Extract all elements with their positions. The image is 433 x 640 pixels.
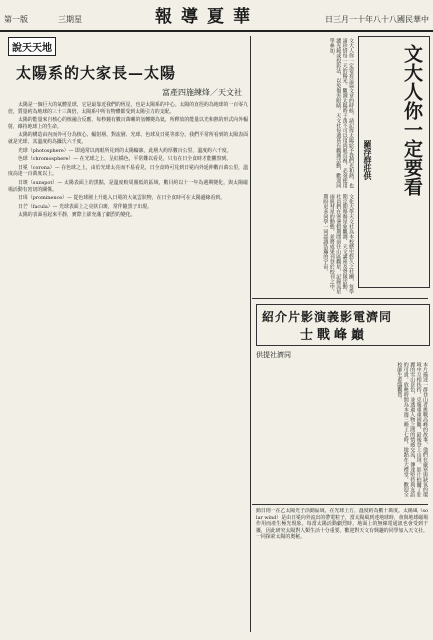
article-sun	[8, 36, 248, 632]
paragraph: 太陽的能量來自核心的核融合反應，每秒鐘有數百萬噸的氫轉變為氦，所釋放的能量以光和熱的形式向外輻射，維持地球上的生命。	[8, 117, 248, 130]
feature-headline: 文大人你一定要看	[401, 44, 423, 196]
paragraph: 太陽的表面看起來平靜，實際上卻充滿了劇烈的變化。	[18, 212, 136, 219]
weekday: 三期星	[58, 15, 82, 24]
article-body	[8, 102, 248, 219]
issue-date: 日三月一十年八十八國民華中	[325, 15, 429, 24]
paragraph: 日珥（prominence）— 從色球層上升進入日冕的大氣雲狀物，在日全食時可在太陽邊緣看到。	[18, 195, 226, 202]
film-body: 本片描述一群登山者挑戰高峰的故事，他們在嚴寒與缺氧的環境中互相扶持，克服重重困難，最後登上山頂。影片拍攝了壯麗的雪山景色，並透過人物之間的情感交流，傳達堅持與友誼的可貴。放映時間為本週三晚上七時，地點在大禮堂，歡迎全校師生蒞臨觀賞。	[396, 362, 428, 497]
vertical-column-2: 文化大學天文社為本校歷史悠久之社團，每學期定期舉辦星象觀測、天文講座及營隊活動。社員們在寒暑假期間前往山區觀星，記錄流星雨與彗星的動態，並將成果刊登於校刊之中，期盼更多同學一同認識浩瀚的宇宙。	[322, 194, 354, 294]
paragraph: 日冕（corona）— 在色球之上，由於光球太亮而不易看見，日全食時可見到日冕向外延伸數百萬公里，溫度高達一百萬度以上。	[8, 164, 248, 178]
section-rule	[252, 504, 428, 505]
article-headline: 太陽系的大家長—太陽	[16, 64, 177, 82]
section-rule	[252, 298, 428, 299]
paragraph: 色球（chromosphere）— 在光球之上，呈紅橘色，平常難以看見，只有在日全食時才能觀察到。	[18, 156, 232, 163]
vertical-column-1: 文大人你一定要看這篇文章的時候，請記得太陽給予我們光和熱，也請珍惜每一天的陽光。觀測太陽時千萬不可以用肉眼直視，必須使用濾光鏡或投影法，以免傷害眼睛。天文社每週皆有觀測活動，歡迎同學參加。	[328, 38, 354, 188]
article-byline: 富產四施練烽／天文社	[162, 88, 242, 97]
feature-author: 羅浮群莊供	[363, 140, 373, 180]
page-label: 第一版	[4, 15, 28, 24]
film-headline-2: 士戰峰巔	[300, 328, 369, 343]
film-headline-1: 紹介片影演義影電濟同	[262, 310, 393, 324]
paper-title: 報導夏華	[155, 7, 259, 27]
column-rule	[250, 36, 251, 632]
paragraph: 光球（photosphere）— 即通常以肉眼所見到的太陽輪廓，此層大約厚數百公里，溫度約六千度。	[18, 147, 232, 154]
paragraph: 太陽是一個巨大的氣體星球，它是最靠近我們的恆星，也是太陽系的中心。太陽的直徑約為地球的一百零九倍，質量約為地球的三十三萬倍，太陽系中所有物體都受到太陽引力的支配。	[8, 102, 248, 115]
film-source: 供提社濟同	[256, 351, 291, 359]
paragraph: 日芒（facula）— 光球表面上之亮狀白斑，常伴隨黑子出現。	[18, 203, 153, 210]
article-kicker: 說天天地	[8, 37, 56, 56]
masthead	[0, 0, 433, 32]
paragraph: 日斑（sunspot）— 太陽表面上的黑點，是溫度較周圍低的區域，數目約以十一年為週期變化，與太陽磁場活動有密切的關係。	[8, 179, 248, 193]
paragraph: 太陽的構造由內而外可分為核心、輻射層、對流層、光球、色球及日冕等部分。我們平常所看到的太陽表面就是光球，其溫度約為攝氏六千度。	[8, 132, 248, 145]
bottom-right-text: 動日則一在乙太陽光子活動區域，在光球上方，溫度約為數十萬度。太陽風（solar wind）是由日冕向外流出的帶電粒子，當太陽風到達地球時，會與地球磁場作用而產生極光現象。每當太陽活動劇烈時，地面上的無線電通訊也會受到干擾，因此研究太陽對人類生活十分重要。歡迎對天文有興趣的同學加入天文社，一同探索太陽的奧秘。	[256, 508, 428, 541]
